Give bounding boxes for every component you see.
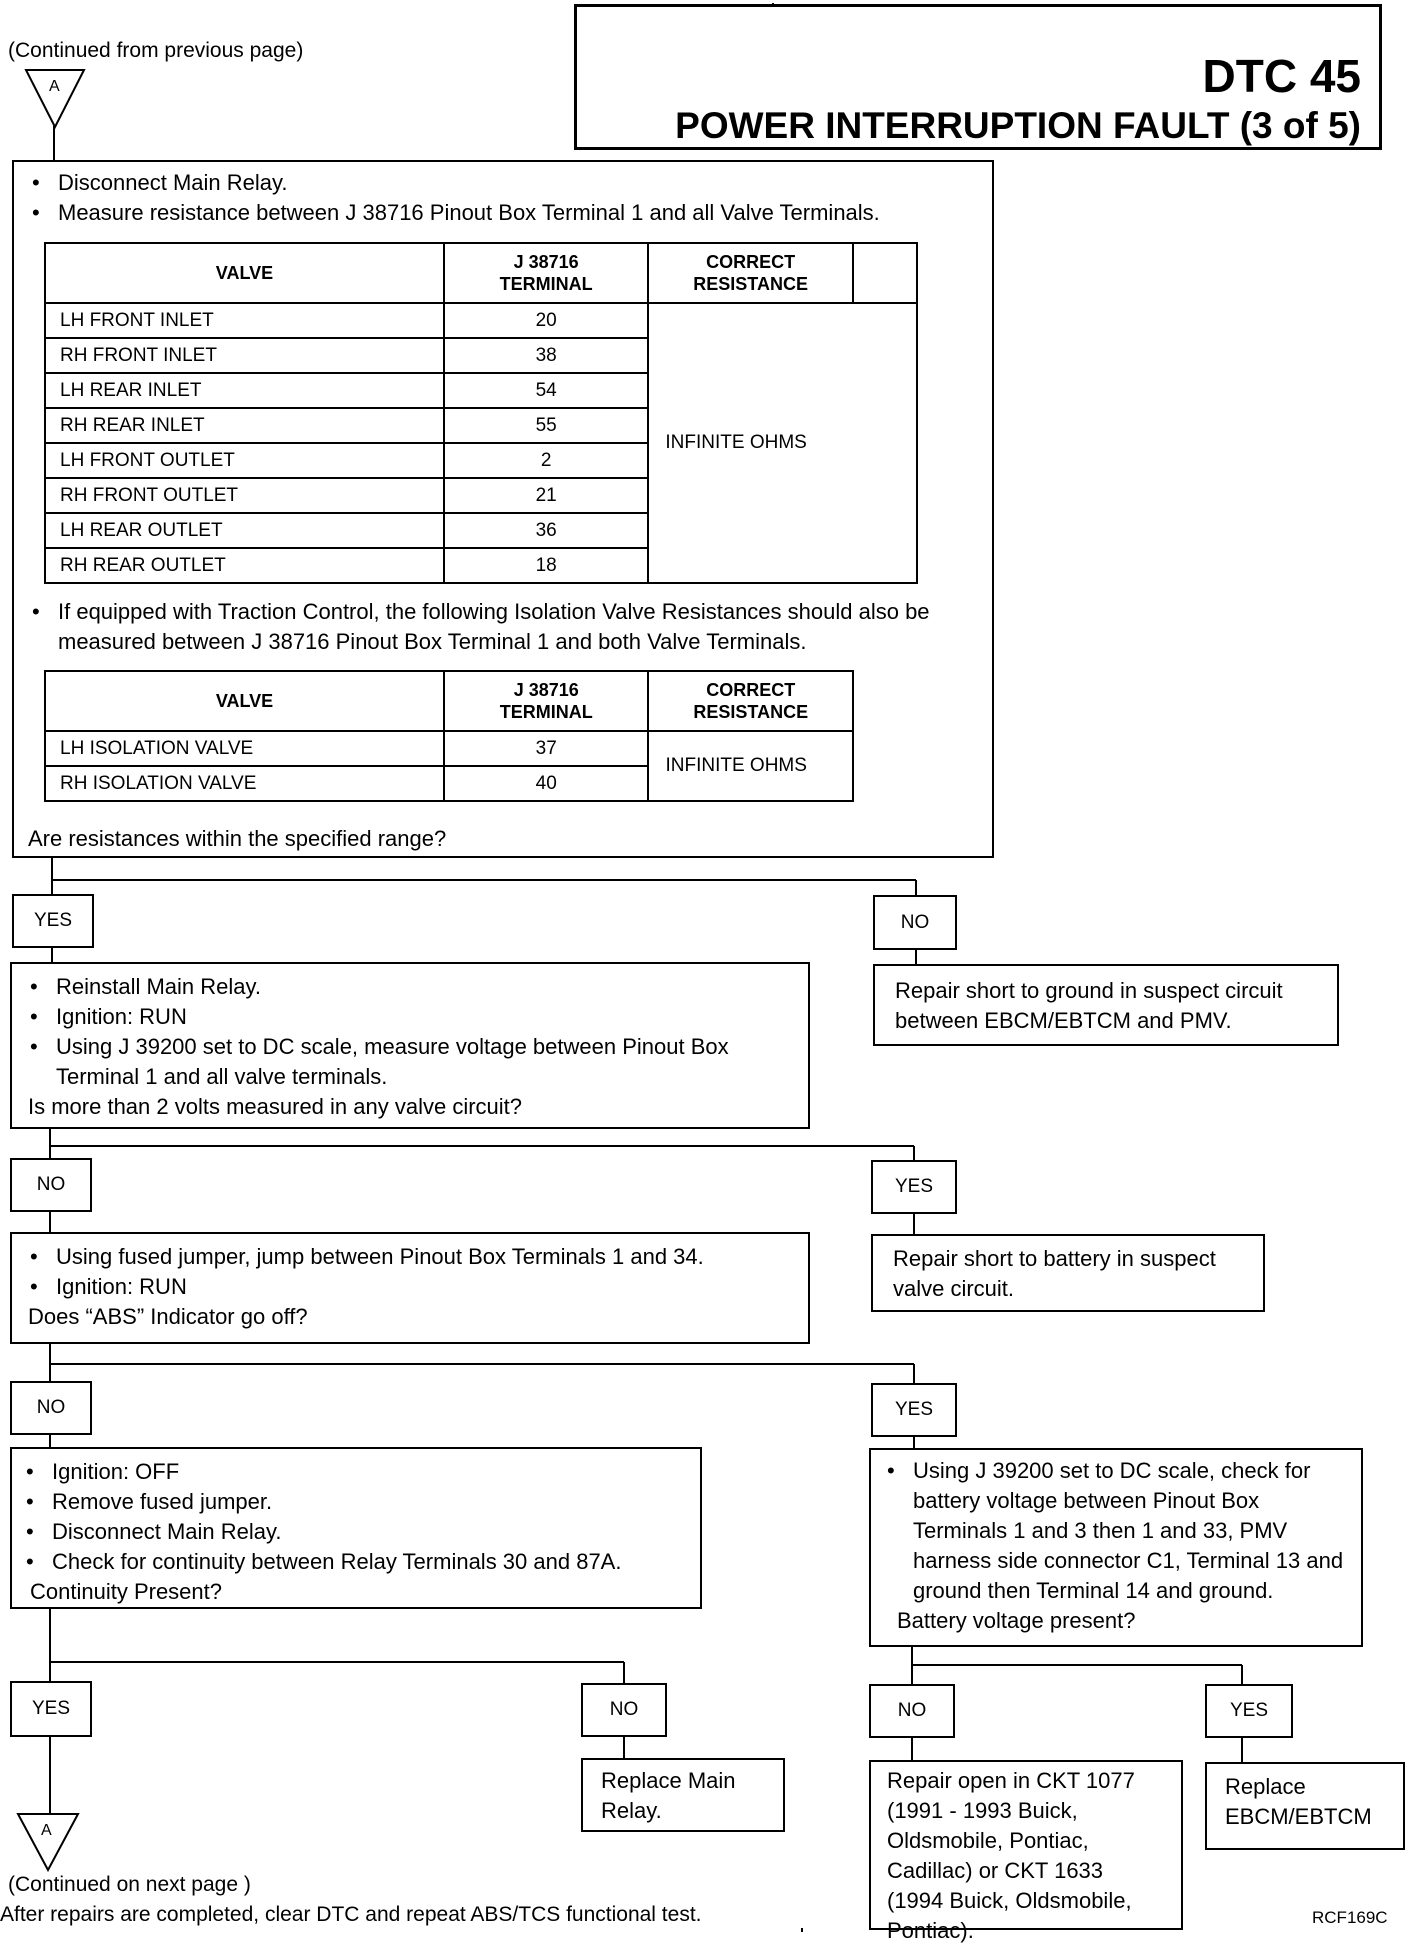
step4-bullet-4: • Check for continuity between Relay Terminals 30 and 87A. — [16, 1547, 696, 1577]
no-label-4: NO — [581, 1683, 667, 1737]
valve-name: LH ISOLATION VALVE — [45, 731, 444, 766]
repair-note: After repairs are completed, clear DTC and repeat ABS/TCS functional test. — [0, 1903, 702, 1926]
repair-open-ckt-box: Repair open in CKT 1077 (1991 - 1993 Buick, Oldsmobile, Pontiac, Cadillac) or CKT 1633 (1994 Buick, Oldsmobile, Pontiac). — [869, 1760, 1183, 1930]
no-label-2: NO — [10, 1158, 92, 1212]
col-valve: VALVE — [45, 243, 444, 303]
terminal-value: 36 — [444, 513, 648, 548]
yes-label-5: YES — [1205, 1684, 1293, 1738]
step4-bullet-3: • Disconnect Main Relay. — [16, 1517, 696, 1547]
yes-label-1: YES — [12, 894, 94, 948]
col-resistance: CORRECT RESISTANCE — [648, 671, 853, 731]
step2-bullet-3: • Using J 39200 set to DC scale, measure voltage between Pinout Box Terminal 1 and all valve terminals. — [20, 1032, 800, 1092]
yes-label-2: YES — [871, 1160, 957, 1214]
valve-name: RH REAR INLET — [45, 408, 444, 443]
col-valve: VALVE — [45, 671, 444, 731]
valve-resistance-table — [44, 242, 918, 584]
step1-bullet-tc: • If equipped with Traction Control, the following Isolation Valve Resistances should also be measured between J 38716 Pinout Box Terminal 1 and both Valve Terminals. — [22, 597, 982, 657]
repair-short-battery-box: Repair short to battery in suspect valve circuit. — [871, 1234, 1265, 1312]
continued-from-text: (Continued from previous page) — [8, 39, 304, 62]
valve-name: RH ISOLATION VALVE — [45, 766, 444, 801]
yes-label-3: YES — [871, 1383, 957, 1437]
step1-bullets — [22, 168, 982, 228]
step3-question: Does “ABS” Indicator go off? — [28, 1304, 308, 1329]
connector-a-top-label: A — [49, 78, 60, 95]
valve-name: LH REAR OUTLET — [45, 513, 444, 548]
col-terminal: J 38716 TERMINAL — [444, 243, 648, 303]
step2-bullet-1: • Reinstall Main Relay. — [20, 972, 800, 1002]
valve-name: RH REAR OUTLET — [45, 548, 444, 583]
traction-control-note — [22, 597, 982, 657]
valve-name: LH FRONT INLET — [45, 303, 444, 338]
no-label-3: NO — [10, 1381, 92, 1435]
col-terminal: J 38716 TERMINAL — [444, 671, 649, 731]
terminal-value: 2 — [444, 443, 648, 478]
replace-ebcm-box: Replace EBCM/EBTCM — [1205, 1762, 1405, 1850]
col-resistance: CORRECT RESISTANCE — [648, 243, 852, 303]
replace-main-relay-box: Replace Main Relay. — [581, 1758, 785, 1832]
step2-bullet-2: • Ignition: RUN — [20, 1002, 800, 1032]
continued-next-text: (Continued on next page ) — [8, 1873, 251, 1896]
valve-name: RH FRONT OUTLET — [45, 478, 444, 513]
terminal-value: 18 — [444, 548, 648, 583]
step3-bullet-2: • Ignition: RUN — [20, 1272, 800, 1302]
page-title: POWER INTERRUPTION FAULT (3 of 5) — [675, 105, 1361, 146]
step4-question: Continuity Present? — [30, 1579, 222, 1604]
terminal-value: 20 — [444, 303, 648, 338]
terminal-value: 55 — [444, 408, 648, 443]
dtc-code: DTC 45 — [1202, 50, 1361, 102]
terminal-value: 21 — [444, 478, 648, 513]
step1-question: Are resistances within the specified range? — [28, 826, 447, 851]
terminal-value: 37 — [444, 731, 649, 766]
isolation-valve-table — [44, 670, 854, 802]
resistance-value: INFINITE OHMS — [648, 303, 917, 583]
no-label-1: NO — [873, 895, 957, 950]
terminal-value: 38 — [444, 338, 648, 373]
title-block — [574, 4, 1382, 150]
step4-box — [10, 1447, 702, 1609]
step4-bullet-2: • Remove fused jumper. — [16, 1487, 696, 1517]
connector-a-bottom-label: A — [41, 1822, 52, 1839]
step3-bullet-1: • Using fused jumper, jump between Pinout Box Terminals 1 and 34. — [20, 1242, 800, 1272]
step5-box — [869, 1448, 1363, 1647]
terminal-value: 54 — [444, 373, 648, 408]
repair-short-ground-box: Repair short to ground in suspect circuit between EBCM/EBTCM and PMV. — [873, 964, 1339, 1046]
table-row — [45, 731, 853, 766]
terminal-value: 40 — [444, 766, 649, 801]
table-header-row — [45, 243, 917, 303]
step1-bullet-1: • Disconnect Main Relay. — [22, 168, 982, 198]
no-label-5: NO — [869, 1684, 955, 1738]
table-header-row — [45, 671, 853, 731]
step4-bullet-1: • Ignition: OFF — [16, 1457, 696, 1487]
step5-bullet-1: • Using J 39200 set to DC scale, check for battery voltage between Pinout Box Terminals 1 and 3 then 1 and 33, PMV harness side connector C1, Terminal 13 and ground then Terminal 14 and ground. — [877, 1456, 1355, 1606]
step2-box — [10, 962, 810, 1129]
yes-label-4: YES — [10, 1681, 92, 1737]
step1-box — [12, 160, 994, 858]
step2-question: Is more than 2 volts measured in any valve circuit? — [28, 1094, 523, 1119]
step3-box — [10, 1232, 810, 1344]
figure-code: RCF169C — [1312, 1908, 1388, 1927]
valve-name: LH FRONT OUTLET — [45, 443, 444, 478]
valve-name: LH REAR INLET — [45, 373, 444, 408]
valve-name: RH FRONT INLET — [45, 338, 444, 373]
resistance-value: INFINITE OHMS — [648, 731, 853, 801]
step1-bullet-2: • Measure resistance between J 38716 Pinout Box Terminal 1 and all Valve Terminals. — [22, 198, 982, 228]
step5-question: Battery voltage present? — [897, 1608, 1136, 1633]
table-row — [45, 303, 917, 338]
